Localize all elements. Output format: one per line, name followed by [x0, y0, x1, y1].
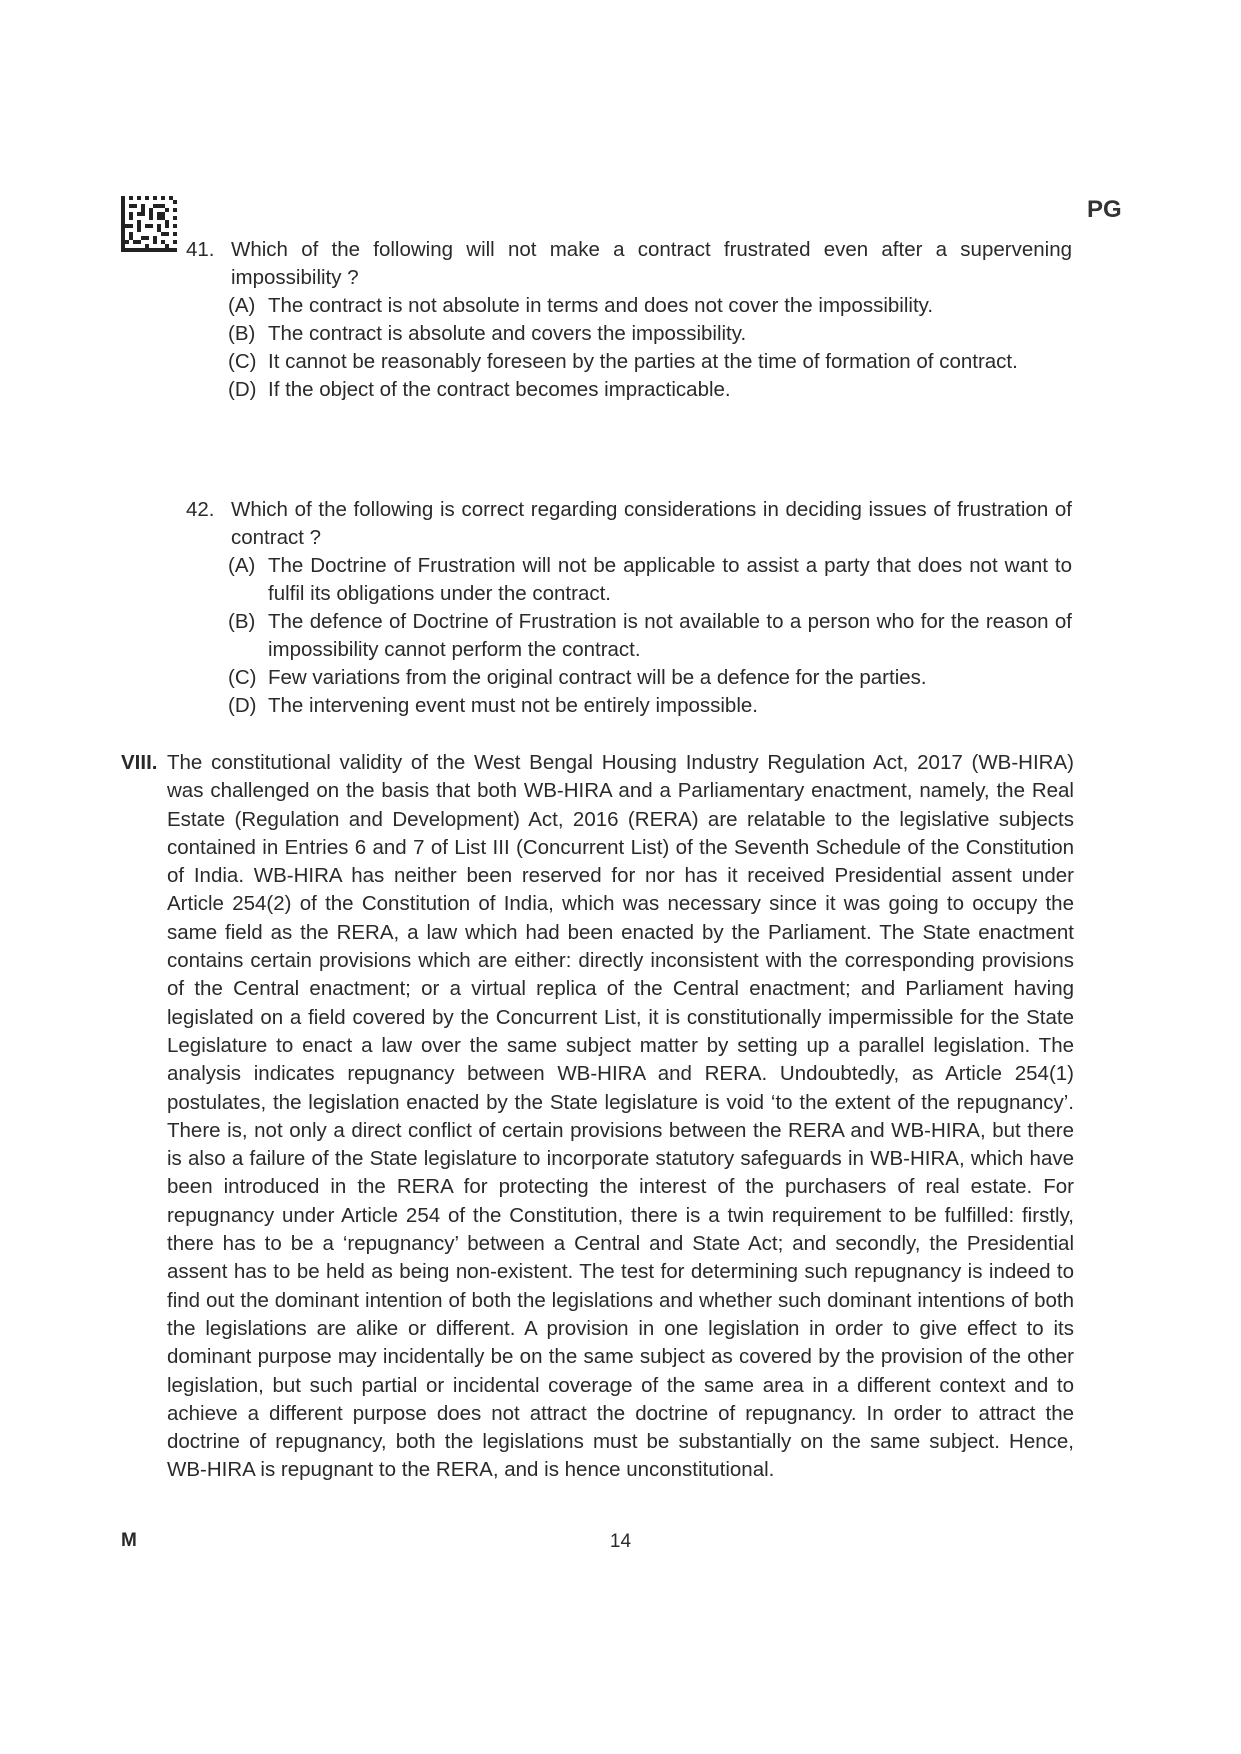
passage-label: VIII.	[121, 751, 158, 774]
option-d	[228, 376, 1072, 404]
passage-text: The constitutional validity of the West Bengal Housing Industry Regulation Act, 2017 (WB-HIRA) was challenged on the basis that both WB-HIRA and a Parliamentary enactment, namely, the Real Estate (Regulation and Development) Act, 2016 (RERA) are relatable to the legislative subjects contained in Entries 6 and 7 of List III (Concurrent List) of the Seventh Schedule of the Constitution of India. WB-HIRA has neither been reserved for nor has it received Presidential assent under Article 254(2) of the Constitution of India, which was necessary since it was going to occupy the same field as the RERA, a law which had been enacted by the Parliament. The State enactment contains certain provisions which are either: directly inconsistent with the corresponding provisions of the Central enactment; or a virtual replica of the Central enactment; and Parliament having legislated on a field covered by the Concurrent List, it is constitutionally impermissible for the State Legislature to enact a law over the same subject matter by setting up a parallel legislation. The analysis indicates repugnancy between WB-HIRA and RERA. Undoubtedly, as Article 254(1) postulates, the legislation enacted by the State legislature is void ‘to the extent of the repugnancy’. There is, not only a direct conflict of certain provisions between the RERA and WB-HIRA, but there is also a failure of the State legislature to incorporate statutory safeguards in WB-HIRA, which have been introduced in the RERA for protecting the interest of the purchasers of real estate. For repugnancy under Article 254 of the Constitution, there is a twin requirement to be fulfilled: firstly, there has to be a ‘repugnancy’ between a Central and State Act; and secondly, the Presidential assent has to be held as being non-existent. The test for determining such repugnancy is indeed to find out the dominant intention of both the legislations and whether such dominant intentions of both the legislations are alike or different. A provision in one legislation in order to give effect to its dominant purpose may incidentally be on the same subject as covered by the provision of the other legislation, but such partial or incidental coverage of the same area in a different context and to achieve a different purpose does not attract the doctrine of repugnancy. In order to attract the doctrine of repugnancy, both the legislations must be substantially on the same subject. Hence, WB-HIRA is repugnant to the RERA, and is hence unconstitutional.	[167, 751, 1074, 1482]
option-text: The Doctrine of Frustration will not be applicable to assist a party that does not want to fulfil its obligations under the contract.	[268, 554, 1072, 605]
option-text: Few variations from the original contract will be a defence for the parties.	[268, 666, 927, 689]
page-number: 14	[609, 1531, 632, 1552]
question-number: 41.	[186, 238, 215, 261]
option-c	[228, 664, 1072, 692]
option-label: (D)	[228, 378, 257, 401]
option-text: The defence of Doctrine of Frustration is not available to a person who for the reason of impossibility cannot perform the contract.	[268, 610, 1072, 661]
option-label: (C)	[228, 666, 257, 689]
datamatrix-code-icon	[121, 196, 177, 252]
option-b	[228, 320, 1072, 348]
question-41	[186, 236, 1072, 404]
passage-viii	[121, 749, 1074, 1485]
question-42	[186, 496, 1072, 720]
option-text: The contract is absolute and covers the impossibility.	[268, 322, 747, 345]
option-label: (A)	[228, 294, 256, 317]
option-text: The intervening event must not be entirely impossible.	[268, 694, 758, 717]
option-label: (B)	[228, 322, 256, 345]
option-a	[228, 552, 1072, 608]
option-b	[228, 608, 1072, 664]
option-text: It cannot be reasonably foreseen by the parties at the time of formation of contract.	[268, 350, 1018, 373]
option-d	[228, 692, 1072, 720]
option-label: (B)	[228, 610, 256, 633]
question-set-code: PG	[1087, 196, 1122, 223]
series-code: M	[121, 1530, 137, 1551]
option-label: (C)	[228, 350, 257, 373]
question-number: 42.	[186, 498, 215, 521]
option-label: (A)	[228, 554, 256, 577]
question-text: Which of the following will not make a contract frustrated even after a supervening impossibility ?	[231, 238, 1072, 289]
question-text: Which of the following is correct regarding considerations in deciding issues of frustration of contract ?	[231, 498, 1072, 549]
option-c	[228, 348, 1072, 376]
option-text: If the object of the contract becomes impracticable.	[268, 378, 731, 401]
option-text: The contract is not absolute in terms and does not cover the impossibility.	[268, 294, 934, 317]
option-a	[228, 292, 1072, 320]
option-label: (D)	[228, 694, 257, 717]
